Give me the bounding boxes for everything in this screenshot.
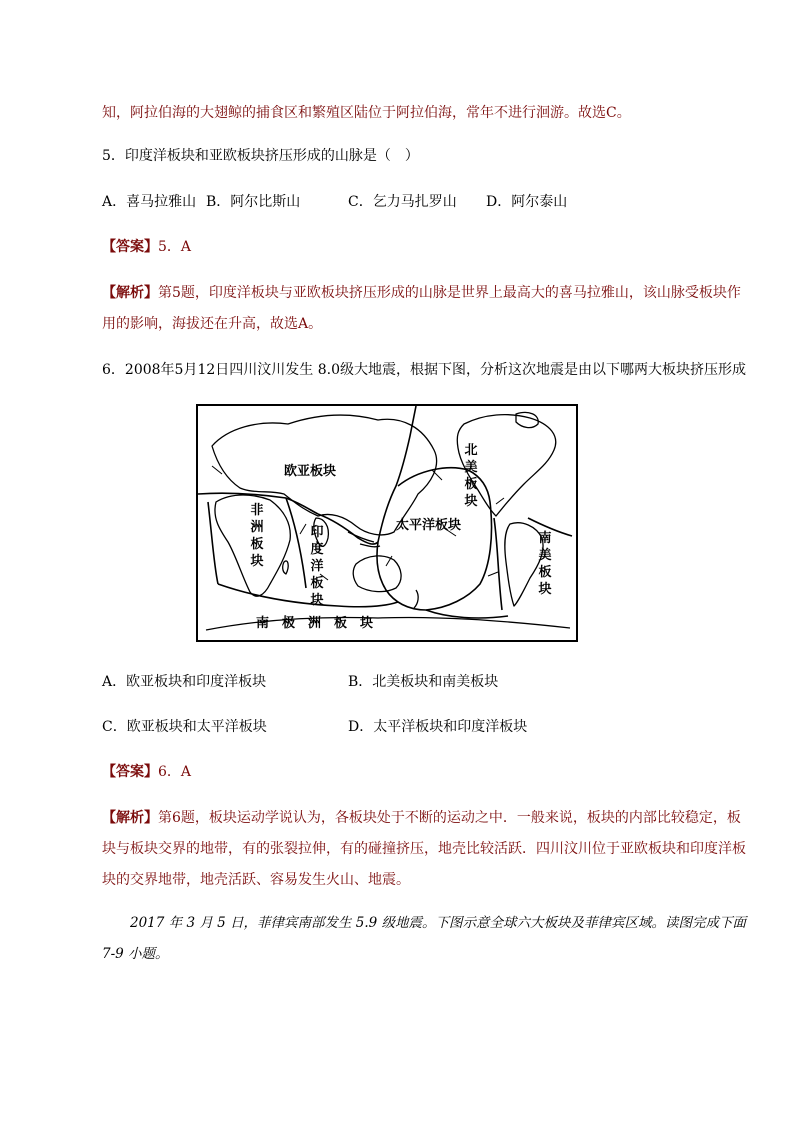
new-zealand xyxy=(414,590,418,608)
q6-option-a: A．欧亚板块和印度洋板块 xyxy=(102,674,267,690)
label-african-plate: 非洲板块 xyxy=(250,503,264,569)
boundary-pacific-antarctic xyxy=(426,610,508,618)
label-eurasian-plate: 欧亚板块 xyxy=(284,464,337,479)
q5-option-b: B．阿尔比斯山 xyxy=(206,194,301,210)
boundary-african-west xyxy=(208,502,218,584)
label-antarctic-plate: 南 极 洲 板 块 xyxy=(256,616,374,631)
label-indian-plate: 印度洋板块 xyxy=(310,525,324,608)
answer-value: 5．A xyxy=(158,239,192,255)
analysis-tag: 【解析】 xyxy=(102,810,158,826)
q5-analysis-line-1 xyxy=(102,283,741,303)
plate-map xyxy=(196,404,578,642)
madagascar xyxy=(283,561,288,574)
q5-answer xyxy=(102,237,191,257)
continuation-text: 知，阿拉伯海的大翅鲸的捕食区和繁殖区陆位于阿拉伯海，常年不进行洄游。故选C。 xyxy=(102,105,631,121)
q5-option-a: A．喜马拉雅山 xyxy=(102,194,197,210)
answer-tag: 【答案】 xyxy=(102,239,158,255)
question-6: 6．2008年5月12日四川汶川发生 8.0级大地震，根据下图，分析这次地震是由以下哪两大板块挤压形成 xyxy=(102,362,746,378)
intro-line-2: 7-9 小题。 xyxy=(102,946,169,962)
label-pacific-plate: 太平洋板块 xyxy=(396,518,462,533)
q6-analysis-line-2: 块与板块交界的地带，有的张裂拉伸，有的碰撞挤压，地壳比较活跃．四川汶川位于亚欧板块和印度洋板 xyxy=(102,841,746,857)
answer-value: 6．A xyxy=(158,764,192,780)
label-south-american-plate: 南美板块 xyxy=(538,531,552,597)
q6-answer xyxy=(102,762,191,782)
intro-line-1: 2017 年 3 月 5 日，菲律宾南部发生 5.9 级地震。下图示意全球六大板块及菲律宾区域。读图完成下面 xyxy=(130,915,747,931)
q6-option-c: C．欧亚板块和太平洋板块 xyxy=(102,719,267,735)
analysis-text: 第5题，印度洋板块与亚欧板块挤压形成的山脉是世界上最高大的喜马拉雅山，该山脉受板块作 xyxy=(158,285,741,301)
q5-analysis-line-2: 用的影响，海拔还在升高，故选A。 xyxy=(102,316,323,332)
analysis-text: 第6题，板块运动学说认为，各板块处于不断的运动之中．一般来说，板块的内部比较稳定，板 xyxy=(158,810,741,826)
q6-analysis-line-3: 块的交界地带，地壳活跃、容易发生火山、地震。 xyxy=(102,872,410,888)
answer-tag: 【答案】 xyxy=(102,764,158,780)
label-north-american-plate: 北美板块 xyxy=(464,443,478,509)
q6-analysis-line-1 xyxy=(102,808,741,828)
boundary-indian-antarctic xyxy=(218,584,398,607)
q6-option-d: D．太平洋板块和印度洋板块 xyxy=(348,719,528,735)
analysis-tag: 【解析】 xyxy=(102,285,158,301)
question-5: 5．印度洋板块和亚欧板块挤压形成的山脉是（ ） xyxy=(102,148,419,164)
q5-option-c: C．乞力马扎罗山 xyxy=(348,194,457,210)
q5-option-d: D．阿尔泰山 xyxy=(486,194,568,210)
q6-option-b: B．北美板块和南美板块 xyxy=(348,674,499,690)
